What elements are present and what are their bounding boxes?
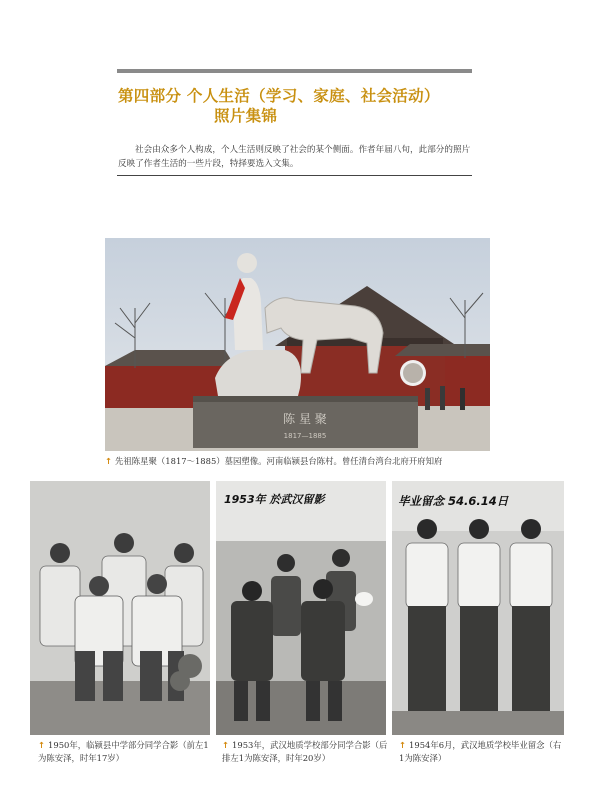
group1953-handwriting: 1953年 於武汉留影 [224,493,325,506]
section-title-line1: 第四部分 个人生活（学习、家庭、社会活动） [118,87,440,105]
section-title [118,86,478,126]
intro-text: 社会由众多个人构成，个人生活则反映了社会的某个侧面。作者年届八旬，此部分的照片反映了作者生活的一些片段，特择要选入文集。 [118,145,471,169]
group1954-handwriting: 毕业留念 54.6.14日 [398,494,509,508]
up-arrow-icon: ↑ [105,456,113,466]
statue-caption: ↑ 先祖陈星聚（1817～1885）墓园塑像。河南临颍县台陈村。曾任清台湾台北府开府知府 [105,456,443,466]
statue-photo [105,238,490,451]
header-rule [117,69,472,73]
group1954-photo [392,481,564,735]
group1950-caption: ↑ 1950年，临颍县中学部分同学合影（前左1为陈安泽，时年17岁） [38,740,209,763]
group1953-caption: ↑ 1953年，武汉地质学校部分同学合影（后排左1为陈安泽，时年20岁） [222,740,388,763]
up-arrow-icon: ↑ [222,740,230,750]
intro-rule [117,175,472,176]
section-title-line2: 照片集锦 [214,107,278,125]
intro-paragraph [118,143,476,171]
group1953-photo [216,481,386,735]
group1954-caption: ↑ 1954年6月，武汉地质学校毕业留念（右1为陈安泽） [399,740,562,763]
up-arrow-icon: ↑ [38,740,46,750]
pedestal-name: 陈 星 聚 [283,412,327,426]
up-arrow-icon: ↑ [399,740,407,750]
group1950-photo [30,481,210,735]
pedestal-years: 1817—1885 [283,432,327,440]
